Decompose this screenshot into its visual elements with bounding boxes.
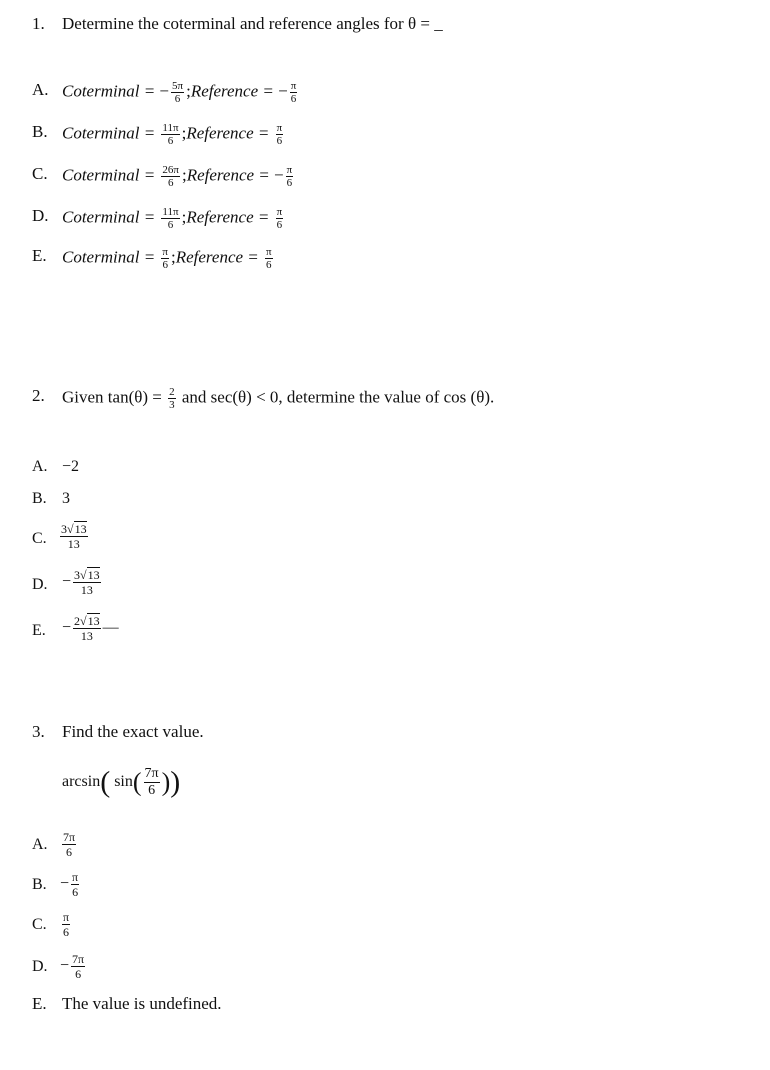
option-letter: A. [32,836,48,853]
question-1-number: 1. [32,14,45,33]
coterminal-label: Coterminal = [62,247,156,267]
reference-label: Reference = [190,81,274,101]
option-value: $\frac{7\pi}{6}$ [63,830,76,859]
option-letter: C. [32,164,48,183]
coterminal-fraction: $\frac{26\pi}{6}$ [162,164,179,189]
q2-option-b[interactable] [32,490,70,508]
question-1-prompt: Determine the coterminal and reference angles for θ = _ [62,14,443,33]
coterminal-label: Coterminal = [62,123,156,143]
coterminal-label: Coterminal = [62,207,156,227]
option-letter: B. [32,876,47,893]
reference-fraction: $\frac{\pi}{6}$ [276,206,283,231]
coterminal-sign: − [159,81,170,101]
option-letter: D. [32,576,48,593]
option-letter: D. [32,206,49,225]
condition-text: and sec(θ) < 0, determine the value of cos (θ). [181,387,495,407]
arcsin-label: arcsin [62,773,101,791]
option-letter: E. [32,246,47,265]
option-letter: D. [32,958,48,975]
option-letter: C. [32,916,47,933]
option-value: − $\frac{\pi}{6}$ [60,870,79,899]
question-3-number: 3. [32,722,45,741]
given-text: Given tan(θ) = [62,387,162,407]
option-letter: A. [32,80,49,99]
q1-option-c[interactable]: C. Coterminal = $\frac{26\pi}{6}$ ;Reference = − $\frac{\pi}{6}$ [32,164,293,189]
q1-option-b[interactable]: B. Coterminal = $\frac{11\pi}{6}$ ;Reference = $\frac{\pi}{6}$ [32,122,283,147]
reference-label: Reference = [186,207,270,227]
coterminal-fraction: $\frac{5\pi}{6}$ [172,80,184,105]
option-value: 3 [62,490,70,507]
option-value: The value is undefined. [62,994,222,1013]
option-value: $\frac{\pi}{6}$ [63,910,70,939]
option-value: − $\frac{3√13}{13}$ [62,568,100,597]
option-letter: A. [32,458,48,475]
reference-label: Reference = [175,247,259,267]
q1-option-d[interactable]: D. Coterminal = $\frac{11\pi}{6}$ ;Reference = $\frac{\pi}{6}$ [32,206,283,231]
option-letter: B. [32,490,47,507]
coterminal-label: Coterminal = [62,165,156,185]
reference-label: Reference = [186,123,270,143]
angle-fraction: $\frac{7\pi}{6}$ [144,766,159,798]
q3-option-e[interactable] [32,994,222,1014]
coterminal-label: Coterminal = [62,81,156,101]
option-value: − $\frac{2√13}{13}$ — [62,614,119,643]
tan-fraction: $\frac{2}{3}$ [169,386,175,411]
q1-option-e[interactable]: E. Coterminal = $\frac{\pi}{6}$ ;Reference = $\frac{\pi}{6}$ [32,246,272,271]
q2-option-a[interactable] [32,458,80,476]
reference-fraction: $\frac{\pi}{6}$ [290,80,297,105]
option-value: − $\frac{7\pi}{6}$ [60,952,85,981]
coterminal-fraction: $\frac{\pi}{6}$ [162,246,168,271]
reference-fraction: $\frac{\pi}{6}$ [276,122,283,147]
option-value: −2 [62,458,80,475]
question-3-prompt: Find the exact value. [62,722,204,741]
option-value: $\frac{3√13}{13}$ [61,522,87,551]
coterminal-fraction: $\frac{11\pi}{6}$ [162,122,179,147]
arcsin-expression: arcsin( sin( $\frac{7\pi}{6}$ )) [62,765,181,799]
question-2-number: 2. [32,386,45,405]
reference-fraction: $\frac{\pi}{6}$ [266,246,272,271]
option-letter: C. [32,530,47,547]
option-letter: E. [32,994,47,1013]
q1-option-a[interactable]: A. Coterminal = − $\frac{5\pi}{6}$ ;Reference = − $\frac{\pi}{6}$ [32,80,297,105]
reference-fraction: $\frac{\pi}{6}$ [286,164,293,189]
coterminal-fraction: $\frac{11\pi}{6}$ [162,206,179,231]
question-2-prompt [62,386,494,411]
reference-sign: − [278,81,288,101]
option-letter: B. [32,122,48,141]
sin-label: sin [114,773,133,791]
option-letter: E. [32,622,46,639]
reference-label: Reference = [186,165,270,185]
